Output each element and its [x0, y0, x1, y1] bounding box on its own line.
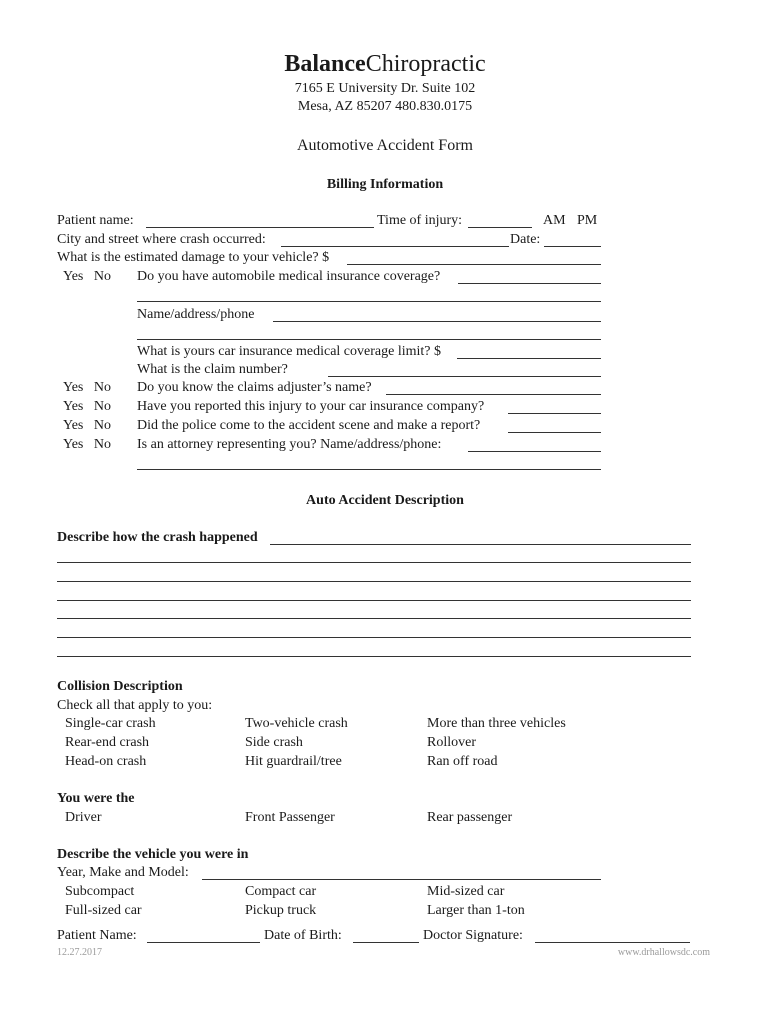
attorney-label: Is an attorney representing you? Name/address/phone: [137, 437, 442, 452]
reported-injury-field[interactable] [508, 413, 601, 414]
no-option[interactable]: No [93, 437, 111, 452]
vehicle-option[interactable]: Subcompact [65, 884, 135, 899]
medical-coverage-field-2[interactable] [137, 301, 601, 302]
yes-no-reported[interactable] [63, 399, 123, 415]
date-label: Date: [510, 232, 541, 247]
claims-adjuster-label: Do you know the claims adjuster’s name? [137, 380, 372, 395]
yes-option[interactable]: Yes [63, 437, 84, 452]
doctor-signature-label: Doctor Signature: [423, 928, 523, 943]
yes-no-police[interactable] [63, 418, 123, 434]
am-option[interactable]: AM [543, 213, 566, 228]
claims-adjuster-field[interactable] [386, 394, 601, 395]
footer-patient-name-label: Patient Name: [57, 928, 137, 943]
collision-option[interactable]: Side crash [245, 735, 303, 750]
year-make-model-label: Year, Make and Model: [57, 865, 189, 880]
name-address-phone-label: Name/address/phone [137, 307, 255, 322]
collision-option[interactable]: Ran off road [427, 754, 498, 769]
website: www.drhallowsdc.com [617, 947, 710, 958]
patient-name-label: Patient name: [57, 213, 134, 228]
brand-rest: Chiropractic [365, 51, 486, 77]
yes-no-adjuster[interactable] [63, 380, 123, 396]
police-label: Did the police come to the accident scene and make a report? [137, 418, 481, 433]
collision-option[interactable]: Rollover [427, 735, 476, 750]
damage-label: What is the estimated damage to your vehicle? $ [57, 250, 330, 265]
collision-option[interactable]: Hit guardrail/tree [245, 754, 342, 769]
address-line-1: 7165 E University Dr. Suite 102 [294, 81, 476, 96]
describe-crash-line[interactable] [57, 562, 691, 563]
doctor-signature-field[interactable] [535, 942, 690, 943]
yes-no-medical[interactable] [63, 269, 123, 285]
yes-option[interactable]: Yes [63, 380, 84, 395]
yes-option[interactable]: Yes [63, 418, 84, 433]
city-street-label: City and street where crash occurred: [57, 232, 266, 247]
reported-injury-label: Have you reported this injury to your car insurance company? [137, 399, 485, 414]
collision-instructions: Check all that apply to you: [57, 698, 213, 713]
damage-field[interactable] [347, 264, 601, 265]
occupant-option[interactable]: Front Passenger [245, 810, 335, 825]
describe-crash-line[interactable] [57, 618, 691, 619]
no-option[interactable]: No [93, 269, 111, 284]
vehicle-option[interactable]: Mid-sized car [427, 884, 505, 899]
describe-crash-line[interactable] [57, 581, 691, 582]
year-make-model-field[interactable] [202, 879, 601, 880]
pm-option[interactable]: PM [577, 213, 598, 228]
attorney-field-2[interactable] [137, 469, 601, 470]
yes-no-attorney[interactable] [63, 437, 123, 453]
police-field[interactable] [508, 432, 601, 433]
time-of-injury-label: Time of injury: [377, 213, 463, 228]
occupant-option[interactable]: Rear passenger [427, 810, 513, 825]
collision-option[interactable]: More than three vehicles [427, 716, 566, 731]
occupant-title: You were the [57, 791, 135, 806]
address-line-2: Mesa, AZ 85207 480.830.0175 [297, 99, 473, 114]
dob-field[interactable] [353, 942, 419, 943]
describe-crash-line[interactable] [57, 656, 691, 657]
form-title: Automotive Accident Form [297, 137, 473, 154]
billing-title: Billing Information [326, 177, 444, 192]
medical-coverage-label: Do you have automobile medical insurance coverage? [137, 269, 441, 284]
yes-option[interactable]: Yes [63, 399, 84, 414]
no-option[interactable]: No [93, 380, 111, 395]
dob-label: Date of Birth: [264, 928, 342, 943]
time-of-injury-field[interactable] [468, 227, 532, 228]
yes-option[interactable]: Yes [63, 269, 84, 284]
coverage-limit-field[interactable] [457, 358, 601, 359]
name-address-phone-field-2[interactable] [137, 339, 601, 340]
clinic-name [0, 50, 770, 78]
medical-coverage-field[interactable] [458, 283, 601, 284]
vehicle-option[interactable]: Full-sized car [65, 903, 142, 918]
brand-bold: Balance [284, 51, 366, 77]
footer-patient-name-field[interactable] [147, 942, 260, 943]
vehicle-option[interactable]: Compact car [245, 884, 317, 899]
collision-option[interactable]: Rear-end crash [65, 735, 150, 750]
vehicle-option[interactable]: Larger than 1-ton [427, 903, 525, 918]
name-address-phone-field[interactable] [273, 321, 601, 322]
describe-crash-line[interactable] [57, 600, 691, 601]
describe-crash-line[interactable] [57, 637, 691, 638]
collision-option[interactable]: Single-car crash [65, 716, 156, 731]
patient-name-field[interactable] [146, 227, 374, 228]
city-street-field[interactable] [281, 246, 509, 247]
form-date: 12.27.2017 [57, 947, 102, 958]
date-field[interactable] [544, 246, 601, 247]
vehicle-title: Describe the vehicle you were in [57, 847, 249, 862]
no-option[interactable]: No [93, 418, 111, 433]
claim-number-field[interactable] [328, 376, 601, 377]
collision-option[interactable]: Two-vehicle crash [245, 716, 348, 731]
no-option[interactable]: No [93, 399, 111, 414]
description-title: Auto Accident Description [306, 493, 464, 508]
attorney-field[interactable] [468, 451, 601, 452]
describe-crash-label: Describe how the crash happened [57, 530, 258, 545]
coverage-limit-label: What is yours car insurance medical coverage limit? $ [137, 344, 441, 359]
occupant-option[interactable]: Driver [65, 810, 102, 825]
vehicle-option[interactable]: Pickup truck [245, 903, 317, 918]
collision-title: Collision Description [57, 679, 183, 694]
describe-crash-field[interactable] [270, 544, 691, 545]
claim-number-label: What is the claim number? [137, 362, 288, 377]
collision-option[interactable]: Head-on crash [65, 754, 147, 769]
